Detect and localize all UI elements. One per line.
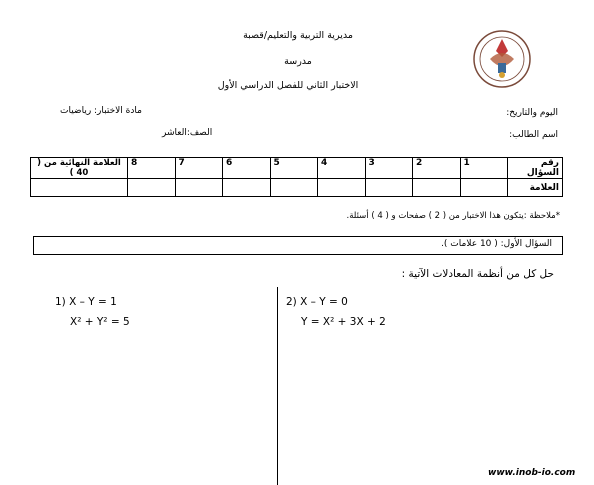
final-grade-header: العلامة النهائية من ( 40 ) [31,158,128,179]
ministry-seal-icon [472,29,532,89]
exam-note: *ملاحظة :يتكون هذا الاختبار من ( 2 ) صفحات و ( 4 ) أسئلة. [346,211,560,221]
school-label: مدرسة [284,56,312,67]
class-label: الصف:العاشر [162,128,213,138]
grade-cell[interactable] [365,179,413,197]
problem-2-line-1: 2) X – Y = 0 [286,296,348,308]
date-label: اليوم والتاريخ: [506,108,558,118]
question-cell: 7 [175,158,223,179]
grade-row [31,179,563,197]
final-grade-cell[interactable] [31,179,128,197]
question-cell: 3 [365,158,413,179]
column-divider [277,287,278,485]
grade-cell[interactable] [270,179,318,197]
problem-1-line-2: X² + Y² = 5 [70,316,130,328]
subject-label: مادة الاختبار: رياضيات [60,106,142,116]
question-one-label: السؤال الأول: ( 10 علامات ). [441,239,552,249]
grade-cell[interactable] [318,179,366,197]
question-cell: 6 [223,158,271,179]
question-cell: 4 [318,158,366,179]
grade-header: العلامة [508,179,563,197]
question-number-row [31,158,563,179]
grade-cell[interactable] [128,179,176,197]
problem-2-line-2: Y = X² + 3X + 2 [301,316,386,328]
instruction-text: حل كل من أنظمة المعادلات الآتية : [401,268,554,280]
question-cell: 8 [128,158,176,179]
question-one-box [33,236,563,255]
directorate-title: مديرية التربية والتعليم/قصبة [243,30,353,41]
website-watermark: www.inob-io.com [488,468,576,478]
grade-cell[interactable] [413,179,461,197]
question-cell: 1 [460,158,508,179]
exam-title: الاختبار الثاني للفصل الدراسي الأول [217,80,359,91]
student-name-label: اسم الطالب: [509,130,558,140]
question-cell: 2 [413,158,461,179]
question-cell: 5 [270,158,318,179]
problem-1-line-1: 1) X – Y = 1 [55,296,117,308]
grades-table [30,157,563,197]
grade-cell[interactable] [460,179,508,197]
question-number-header: رقم السؤال [508,158,563,179]
grade-cell[interactable] [175,179,223,197]
grade-cell[interactable] [223,179,271,197]
